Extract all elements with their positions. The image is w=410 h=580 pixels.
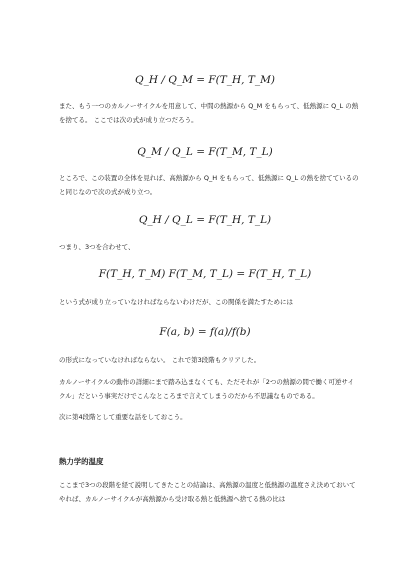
paragraph-7: 次に第4段階として重要な話をしておこう。 [59,413,187,421]
equation-3: Q_H / Q_L = F(T_H, T_L) [138,214,272,226]
equation-2: Q_M / Q_L = F(T_M, T_L) [137,146,273,158]
equation-1: Q_H / Q_M = F(T_H, T_M) [135,74,275,86]
paragraph-5: の形式になっていなければならない。 これで第3段階もクリアした。 [59,356,261,364]
section-heading: 熱力学的温度 [59,457,104,466]
equation-4: F(T_H, T_M) F(T_M, T_L) = F(T_H, T_L) [98,268,312,280]
paragraph-2: ところで、この装置の全体を見れば、高熱源から Q_H をもらって、低熱源に Q_L の熱を捨てているのと同じなので次の式が成り立つ。 [59,174,359,196]
equation-5: F(a, b) = f(a)/f(b) [159,326,251,338]
paragraph-6: カルノーサイクルの動作の詳細にまで踏み込まなくても、ただそれが「2つの熱源の間で働く可逆サイクル」だという事実だけでこんなところまで言えてしまうのだから不思議なものである。 [59,378,354,400]
paragraph-3: つまり、3つを合わせて、 [59,243,135,251]
paragraph-1: また、もう一つのカルノーサイクルを用意して、中間の熱源から Q_M をもらって、低熱源に Q_L の熱を捨てる。 ここでは次の式が成り立つだろう。 [59,102,359,124]
paragraph-4: という式が成り立っていなければならないわけだが、この関係を満たすためには [59,298,293,306]
paragraph-8: ここまで3つの段階を経て説明してきたことの結論は、高熱源の温度と低熱源の温度さえ決めておいてやれば、カルノーサイクルが高熱源から受け取る熱と低熱源へ捨てる熱の比は [59,481,356,503]
